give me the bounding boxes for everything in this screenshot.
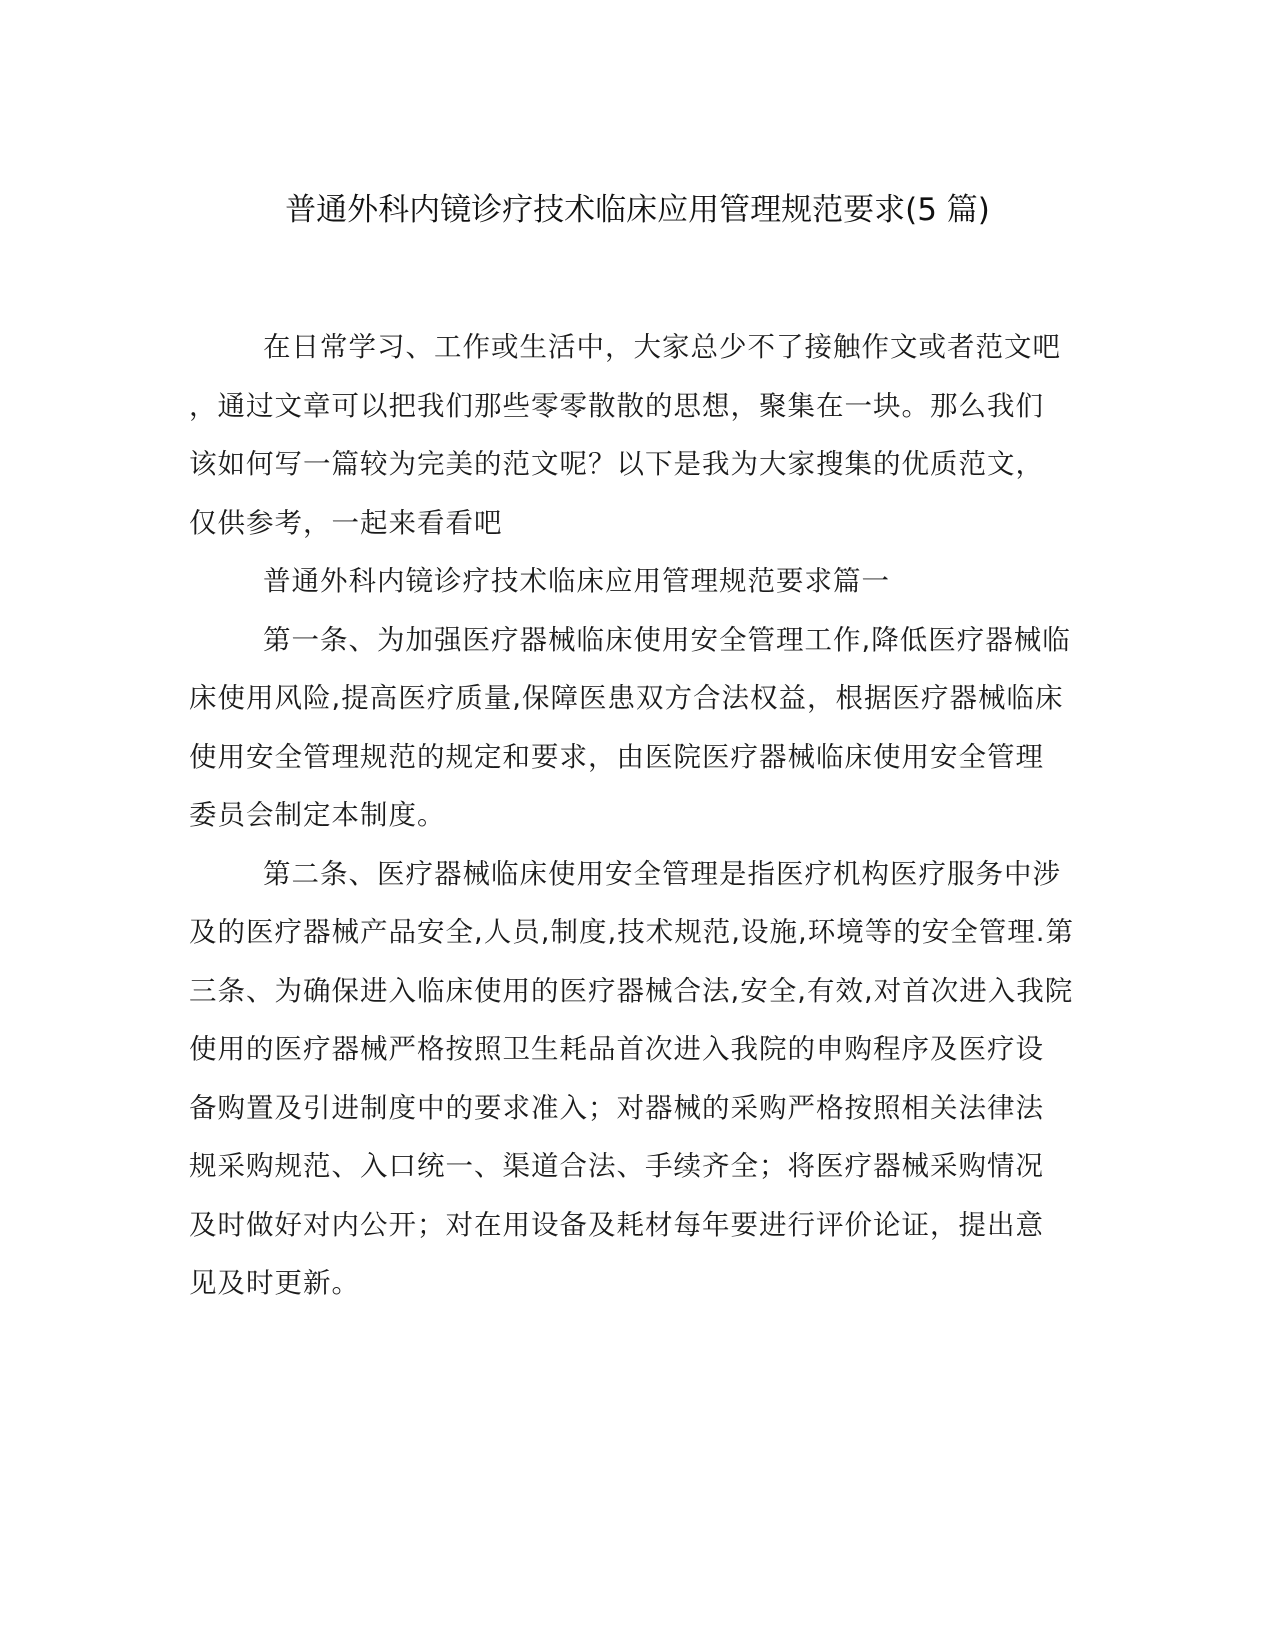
- article-1-paragraph: [189, 611, 1069, 845]
- paragraph-line: 仅供参考，一起来看看吧: [189, 506, 503, 539]
- section-heading: 普通外科内镜诊疗技术临床应用管理规范要求篇一: [263, 565, 890, 597]
- paragraph-line: 第二条、医疗器械临床使用安全管理是指医疗机构医疗服务中涉: [263, 857, 1061, 890]
- paragraph-line: 规采购规范、入口统一、渠道合法、手续齐全；将医疗器械采购情况: [189, 1150, 1044, 1182]
- document-title: 普通外科内镜诊疗技术临床应用管理规范要求(5 篇): [285, 192, 990, 228]
- paragraph-line: 床使用风险,提高医疗质量,保障医患双方合法权益，根据医疗器械临床: [189, 682, 1064, 714]
- intro-paragraph: [189, 318, 1069, 552]
- section-heading-paragraph: [189, 552, 1069, 611]
- paragraph-line: ，通过文章可以把我们那些零零散散的思想，聚集在一块。那么我们: [189, 389, 1044, 422]
- paragraph-line: 使用安全管理规范的规定和要求，由医院医疗器械临床使用安全管理: [189, 740, 1044, 773]
- paragraph-line: 见及时更新。: [189, 1267, 360, 1299]
- paragraph-line: 委员会制定本制度。: [189, 799, 446, 831]
- paragraph-line: 使用的医疗器械严格按照卫生耗品首次进入我院的申购程序及医疗设: [189, 1033, 1044, 1065]
- paragraph-line: 及的医疗器械产品安全,人员,制度,技术规范,设施,环境等的安全管理.第: [189, 916, 1074, 948]
- article-2-paragraph: [189, 845, 1074, 1313]
- paragraph-line: 第一条、为加强医疗器械临床使用安全管理工作,降低医疗器械临: [263, 623, 1071, 656]
- document-body: [189, 318, 1074, 1313]
- paragraph-line: 及时做好对内公开；对在用设备及耗材每年要进行评价论证，提出意: [189, 1208, 1044, 1241]
- paragraph-line: 在日常学习、工作或生活中，大家总少不了接触作文或者范文吧: [263, 331, 1061, 363]
- paragraph-line: 该如何写一篇较为完美的范文呢？以下是我为大家搜集的优质范文，: [189, 448, 1044, 480]
- paragraph-line: 备购置及引进制度中的要求准入；对器械的采购严格按照相关法律法: [189, 1091, 1044, 1124]
- paragraph-line: 三条、为确保进入临床使用的医疗器械合法,安全,有效,对首次进入我院: [189, 974, 1074, 1007]
